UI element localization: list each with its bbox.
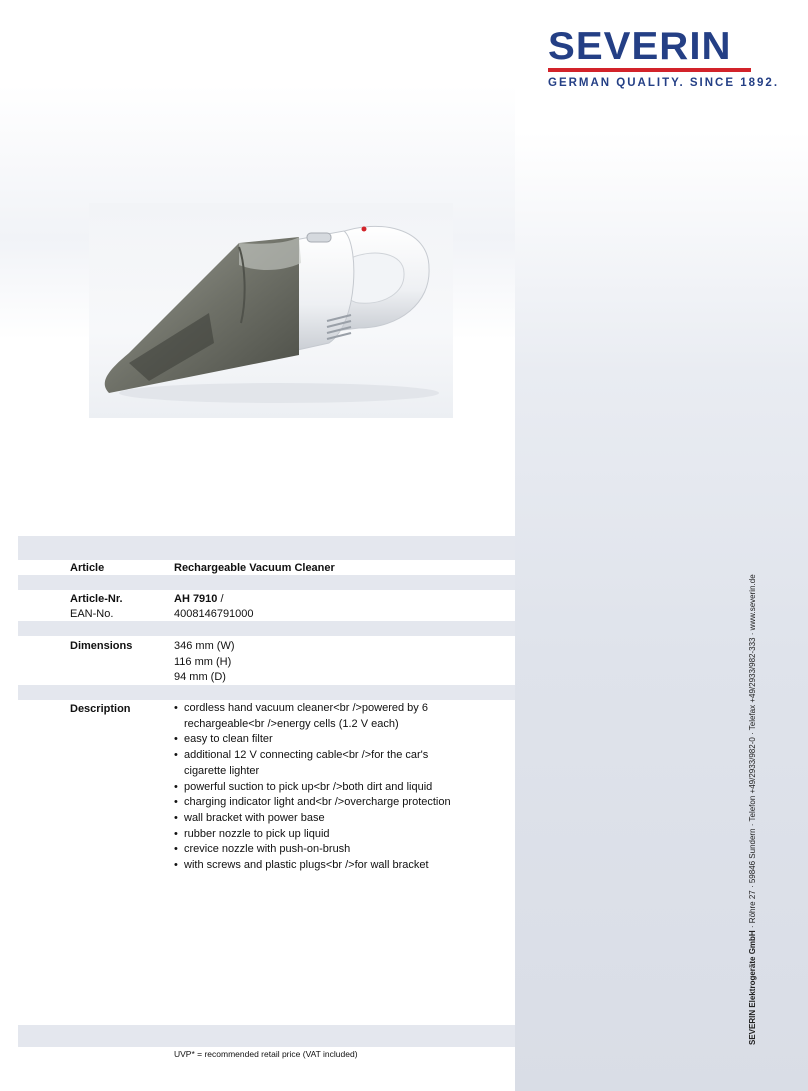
handheld-vacuum-cleaner-photo: [89, 203, 453, 418]
ean-value: 4008146791000: [174, 608, 254, 620]
description-item: • charging indicator light and<br />overcharge protection: [174, 795, 464, 811]
description-item: • rubber nozzle to pick up liquid: [174, 827, 464, 843]
table-band: [18, 536, 515, 560]
side-band: [515, 0, 808, 1091]
description-item: • with screws and plastic plugs<br />for wall bracket: [174, 858, 464, 874]
description-label: Description: [70, 703, 131, 715]
article-nr-label: Article-Nr.: [70, 593, 123, 605]
table-band: [18, 575, 515, 590]
table-band: [18, 1025, 515, 1047]
product-image: [89, 203, 453, 418]
article-nr-value: [174, 593, 224, 605]
description-item: • easy to clean filter: [174, 732, 464, 748]
dimension-depth: 94 mm (D): [174, 671, 226, 683]
brand-name: SEVERIN: [548, 25, 732, 68]
description-item: • wall bracket with power base: [174, 811, 464, 827]
article-label: Article: [70, 562, 105, 574]
company-address: [748, 574, 757, 1045]
article-nr-suffix: /: [217, 593, 224, 605]
article-value: Rechargeable Vacuum Cleaner: [174, 562, 335, 574]
dimension-height: 116 mm (H): [174, 656, 232, 668]
brand-tagline: GERMAN QUALITY. SINCE 1892.: [548, 77, 780, 89]
description-item: • cordless hand vacuum cleaner<br />powered by 6 rechargeable<br />energy cells (1.2 V each): [174, 701, 464, 732]
description-item: • additional 12 V connecting cable<br />for the car's cigarette lighter: [174, 748, 464, 779]
dimension-width: 346 mm (W): [174, 640, 235, 652]
table-band: [18, 685, 515, 700]
table-band: [18, 621, 515, 636]
description-item: • powerful suction to pick up<br />both dirt and liquid: [174, 780, 464, 796]
description-item: • crevice nozzle with push-on-brush: [174, 842, 464, 858]
dimensions-label: Dimensions: [70, 640, 133, 652]
company-name: SEVERIN Elektrogeräte GmbH: [748, 930, 757, 1045]
ean-label: EAN-No.: [70, 608, 114, 620]
logo-red-bar: [548, 68, 751, 72]
price-footnote: UVP* = recommended retail price (VAT included): [174, 1049, 358, 1059]
article-nr: AH 7910: [174, 593, 218, 605]
description-list: [174, 701, 464, 874]
severin-logo: [548, 25, 780, 89]
company-details: · Röhre 27 · 59846 Sundern · Telefon +49/2933/982-0 · Telefax +49/2933/982-333 · www.severin.de: [748, 574, 757, 931]
